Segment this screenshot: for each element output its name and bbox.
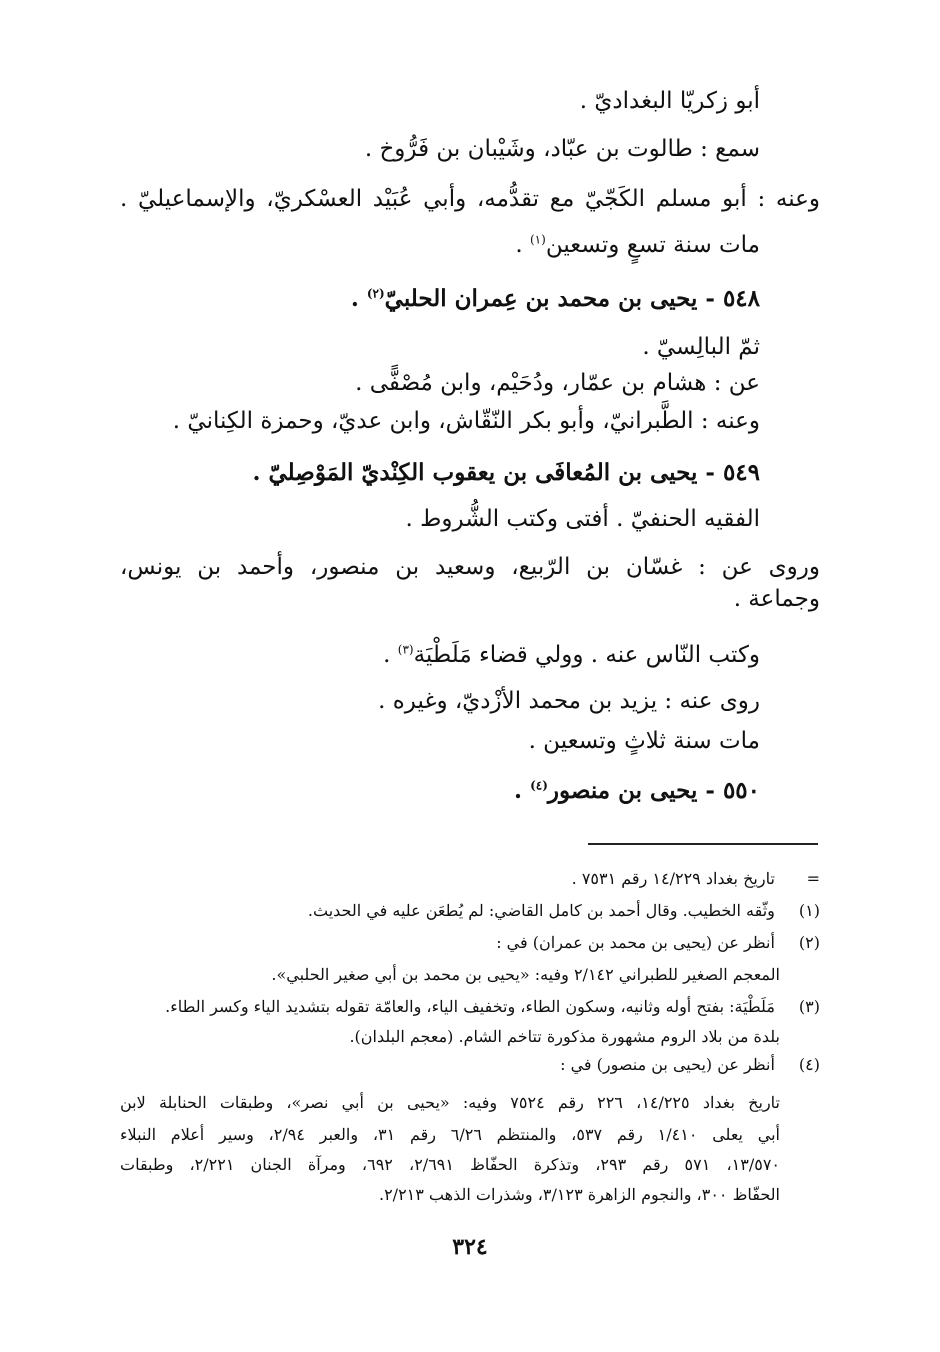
footnote-4-line: ١٣/٥٧٠، ٥٧١ رقم ٢٩٣، وتذكرة الحفّاظ ٢/٦٩١، ٦٩٢، ومرآة الجنان ٢/٢٢١، وطبقات	[120, 1155, 781, 1174]
text-line: وجماعة .	[733, 586, 820, 612]
footnote-4-line: الحفّاظ ٣٠٠، والنجوم الزاهرة ٣/١٢٣، وشذرات الذهب ٢/٢١٣.	[378, 1185, 780, 1204]
footnote-4-line: أبي يعلى ١/٤١٠ رقم ٥٣٧، والمنتظم ٦/٢٦ رقم ٣١، والعبر ٢/٩٤، وسير أعلام النبلاء	[120, 1125, 780, 1144]
text-line: سمع : طالوت بن عبّاد، وشَيْبان بن فَرُّوخ .	[364, 136, 760, 162]
text-line: عن : هشام بن عمّار، ودُحَيْم، وابن مُصْفًّى .	[355, 370, 760, 396]
footnote-4-line: تاريخ بغداد ١٤/٢٢٥، ٢٢٦ رقم ٧٥٢٤ وفيه: «يحيى بن أبي نصر»، وطبقات الحنابلة لابن	[120, 1093, 780, 1112]
page-number: ٣٢٤	[452, 1234, 488, 1260]
footnote-2: (٢) أنظر عن (يحيى بن محمد بن عمران) في :	[496, 933, 820, 952]
footnote-continuation: = تاريخ بغداد ١٤/٢٢٩ رقم ٧٥٣١ .	[571, 869, 820, 888]
entry-heading-548: ٥٤٨ - يحيى بن محمد بن عِمران الحلبيّ$^{(٢)}$ .	[350, 285, 760, 312]
footnote-3-cont: بلدة من بلاد الروم مشهورة مذكورة تتاخم الشام. (معجم البلدان).	[349, 1027, 780, 1046]
text-line: مات سنة ثلاثٍ وتسعين .	[528, 728, 760, 754]
text-line: أبو زكريّا البغداديّ .	[579, 88, 760, 114]
footnote-ref: (٢)	[366, 286, 385, 301]
entry-heading-550: ٥٥٠ - يحيى بن منصور$^{(٤)}$ .	[514, 777, 760, 804]
text-line: وعنه : الطَّبرانيّ، وأبو بكر النّقّاش، وابن عديّ، وحمزة الكِنانيّ .	[172, 408, 760, 434]
footnote-ref: (٣)	[397, 642, 414, 657]
footnote-ref: (٤)	[530, 778, 548, 793]
footnote-3: (٣) مَلَطْيَة: بفتح أوله وثانيه، وسكون الطاء، وتخفيف الياء، والعامّة تقوله بتشديد الياء وكسر الطاء.	[165, 997, 820, 1016]
entry-heading-549: ٥٤٩ - يحيى بن المُعافَى بن يعقوب الكِنْديّ المَوْصِليّ .	[252, 459, 760, 486]
text-line: روى عنه : يزيد بن محمد الأزْديّ، وغيره .	[378, 688, 760, 714]
text-line: مات سنة تسعٍ وتسعين$^{(١)}$ .	[515, 232, 760, 258]
footnote-ref: (١)	[529, 232, 546, 247]
footnote-divider	[588, 843, 818, 845]
text-line: الفقيه الحنفيّ . أفتى وكتب الشُّروط .	[405, 506, 760, 532]
text-line: وروى عن : غسّان بن الرّبيع، وسعيد بن منصور، وأحمد بن يونس،	[120, 554, 820, 580]
text-line: وكتب النّاس عنه . وولي قضاء مَلَطْيَة$^{(٣)}$ .	[383, 642, 760, 668]
footnote-2-cont: المعجم الصغير للطبراني ٢/١٤٢ وفيه: «يحيى بن محمد بن أبي صغير الحلبي».	[271, 965, 780, 984]
footnote-4: (٤) أنظر عن (يحيى بن منصور) في :	[560, 1055, 820, 1074]
text-line: وعنه : أبو مسلم الكَجّيّ مع تقدُّمه، وأبي عُبَيْد العسْكريّ، والإسماعيليّ .	[120, 186, 820, 212]
footnote-1: (١) وثّقه الخطيب. وقال أحمد بن كامل القاضي: لم يُطعَن عليه في الحديث.	[307, 901, 820, 920]
text-line: ثمّ البالِسيّ .	[642, 334, 760, 360]
